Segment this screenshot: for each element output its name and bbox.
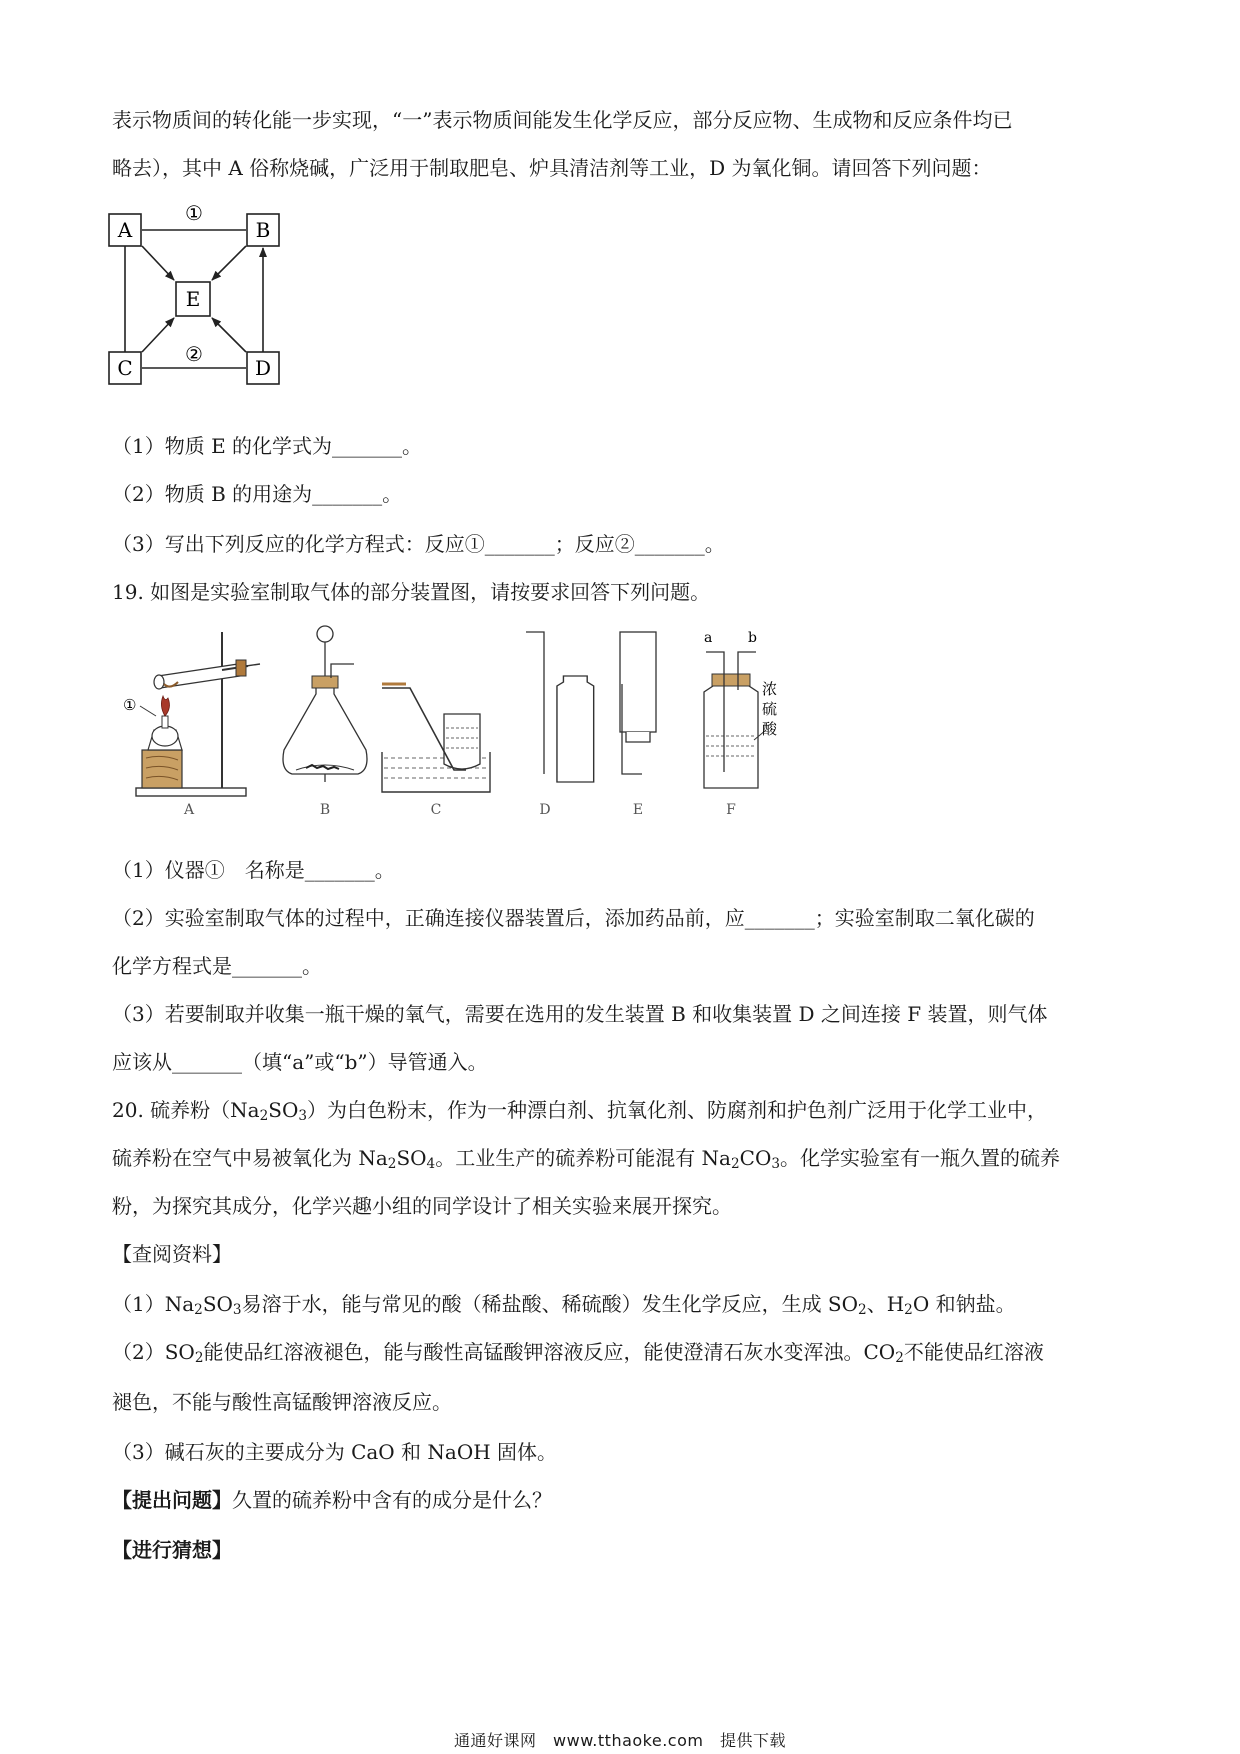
q19-stem: 19. 如图是实验室制取气体的部分装置图，请按要求回答下列问题。 bbox=[112, 580, 711, 604]
tube-a-label: a bbox=[704, 630, 713, 646]
q19-sub-2-line-1: （2）实验室制取气体的过程中，正确连接仪器装置后，添加药品前，应_______；实验室制取二氧化碳的 bbox=[112, 906, 1035, 930]
apparatus-b bbox=[283, 626, 367, 782]
q20-question bbox=[112, 1486, 552, 1514]
svg-text:A: A bbox=[117, 218, 133, 242]
svg-text:D: D bbox=[254, 356, 272, 380]
node-c bbox=[109, 352, 141, 384]
footer-watermark: 通通好课网 www.tthaoke.com 提供下载 bbox=[454, 1731, 786, 1750]
acid-label-2: 硫 bbox=[762, 700, 778, 718]
q20-stem-line-3: 粉，为探究其成分，化学兴趣小组的同学设计了相关实验来展开探究。 bbox=[112, 1194, 732, 1218]
svg-text:B: B bbox=[255, 218, 271, 242]
label-c: C bbox=[430, 802, 442, 818]
q19-sub-3-line-2: 应该从_______（填“a”或“b”）导管通入。 bbox=[112, 1050, 488, 1074]
q18-intro-line-2: 略去），其中 A 俗称烧碱，广泛用于制取肥皂、炉具清洁剂等工业，D 为氧化铜。请回答下列问题： bbox=[112, 156, 992, 180]
q18-intro-line-1: 表示物质间的转化能一步实现，“一”表示物质间能发生化学反应，部分反应物、生成物和反应条件均已 bbox=[112, 108, 1013, 132]
q19-sub-2-line-2: 化学方程式是_______。 bbox=[112, 954, 322, 978]
apparatus-d bbox=[526, 632, 594, 782]
apparatus-f bbox=[704, 630, 778, 788]
lab-apparatus-figure bbox=[123, 624, 896, 820]
q18-sub-3: （3）写出下列反应的化学方程式：反应①_______；反应②_______。 bbox=[112, 532, 725, 556]
label-e: E bbox=[632, 802, 644, 818]
q20-info-1: $(1)Na_2SO_3$易溶于水，能与常见的酸（稀盐酸、稀硫酸）发生化学反应，生成 $SO_2$、$H_2O$ 和钠盐。 bbox=[112, 1292, 1016, 1318]
label-f: F bbox=[726, 802, 736, 818]
label-b: B bbox=[319, 802, 331, 818]
reaction-1-marker: ① bbox=[185, 201, 203, 225]
node-d bbox=[247, 352, 279, 384]
q18-sub-1: （1）物质 E 的化学式为_______。 bbox=[112, 434, 423, 458]
question-text: 久置的硫养粉中含有的成分是什么？ bbox=[232, 1488, 552, 1512]
q20-info-3: （3）碱石灰的主要成分为 CaO 和 NaOH 固体。 bbox=[112, 1440, 558, 1464]
question-heading: 【提出问题】 bbox=[112, 1488, 232, 1512]
section-heading-research: 【查阅资料】 bbox=[112, 1242, 232, 1266]
label-a: A bbox=[183, 802, 195, 818]
svg-text:C: C bbox=[117, 356, 133, 380]
q20-info-2-line-2: 褪色，不能与酸性高锰酸钾溶液反应。 bbox=[112, 1390, 452, 1414]
q20-stem-line-1: 20. 硫养粉$(Na_2SO_3)$为白色粉末，作为一种漂白剂、抗氧化剂、防腐剂和护色剂广泛用于化学工业中， bbox=[112, 1098, 1048, 1124]
q20-stem-line-2: 硫养粉在空气中易被氧化为 $Na_2SO_4$。工业生产的硫养粉可能混有 $Na_2CO_3$。化学实验室有一瓶久置的硫养 bbox=[112, 1146, 1060, 1172]
apparatus-e bbox=[620, 632, 656, 774]
tube-b-label: b bbox=[748, 630, 757, 646]
q19-sub-3-line-1: （3）若要制取并收集一瓶干燥的氧气，需要在选用的发生装置 B 和收集装置 D 之间连接 F 装置，则气体 bbox=[112, 1002, 1048, 1026]
section-heading-guess: 【进行猜想】 bbox=[112, 1538, 232, 1562]
apparatus-a bbox=[123, 632, 260, 796]
acid-label-1: 浓 bbox=[762, 680, 778, 698]
substance-relationship-diagram bbox=[108, 196, 318, 416]
instrument-1-marker: ① bbox=[123, 696, 137, 714]
q18-sub-2: （2）物质 B 的用途为_______。 bbox=[112, 482, 403, 506]
node-e bbox=[176, 282, 210, 316]
apparatus-c bbox=[382, 684, 490, 792]
q19-sub-1: （1）仪器① 名称是_______。 bbox=[112, 858, 395, 882]
reaction-2-marker: ② bbox=[185, 342, 203, 366]
q20-info-2-line-1: $(2)SO_2$能使品红溶液褪色，能与酸性高锰酸钾溶液反应，能使澄清石灰水变浑浊。$CO_2$不能使品红溶液 bbox=[112, 1340, 1044, 1366]
label-d: D bbox=[539, 802, 551, 818]
acid-label-3: 酸 bbox=[762, 720, 778, 738]
svg-text:E: E bbox=[185, 287, 201, 311]
node-b bbox=[247, 214, 279, 246]
node-a bbox=[109, 214, 141, 246]
